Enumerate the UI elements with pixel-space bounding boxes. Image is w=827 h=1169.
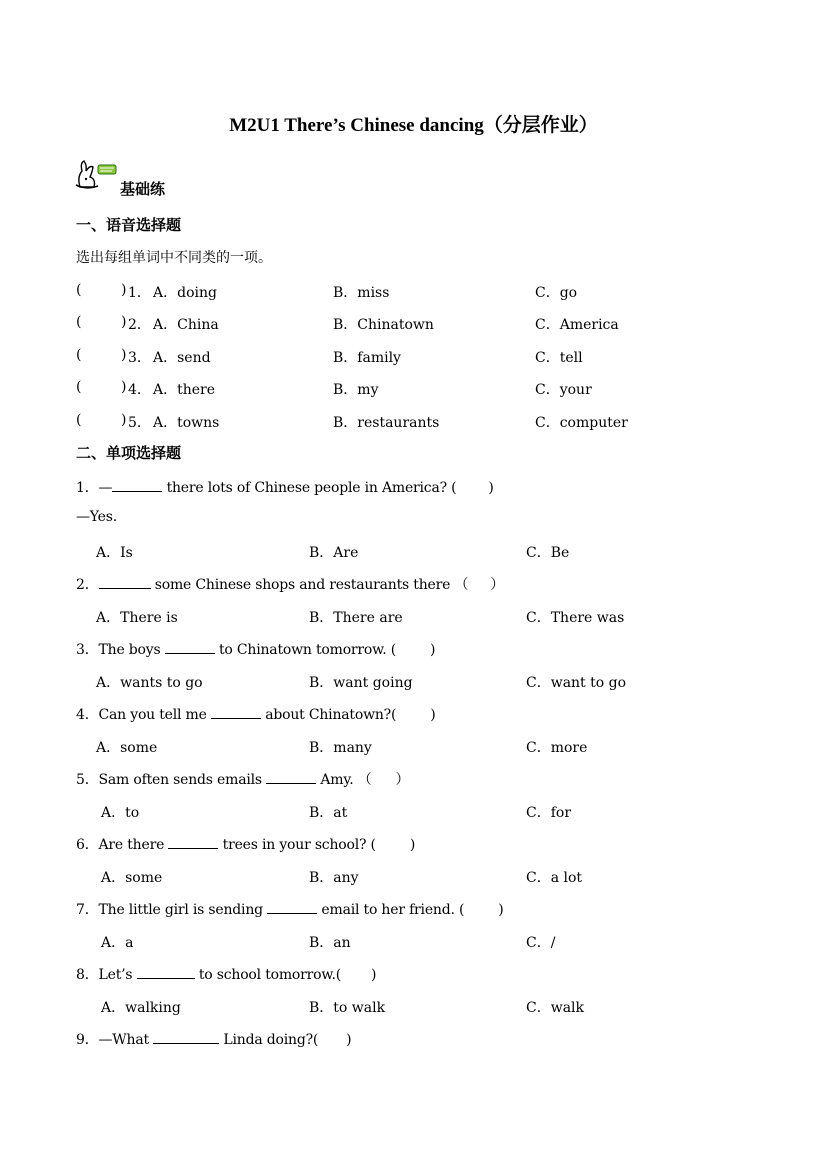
answer-blank[interactable] (267, 901, 317, 914)
choice-row (0, 737, 827, 757)
option-b[interactable]: B．Chinatown (333, 317, 434, 333)
option-b[interactable]: B．restaurants (333, 415, 440, 431)
answer-blank[interactable] (99, 576, 151, 589)
choice-row (0, 542, 827, 562)
option-a[interactable]: A．some (101, 870, 163, 886)
option-c[interactable]: C．There was (526, 610, 625, 626)
option-a[interactable]: A．There is (96, 610, 178, 626)
option-c[interactable]: C．walk (526, 1000, 585, 1016)
option-b[interactable]: B．There are (309, 610, 403, 626)
rabbit-badge-icon (74, 157, 120, 191)
option-a[interactable]: A．towns (153, 415, 220, 431)
section-heading: 二、单项选择题 (76, 444, 182, 462)
option-a[interactable]: A．doing (153, 285, 217, 301)
option-a[interactable]: A．send (153, 350, 211, 366)
answer-blank[interactable] (168, 836, 218, 849)
option-c[interactable]: C．go (535, 285, 578, 301)
phonics-question: ( ) 5． A．towns B．restaurants C．computer (76, 412, 628, 431)
option-b[interactable]: B．family (333, 350, 401, 366)
option-b[interactable]: B．want going (309, 675, 413, 691)
choice-row (0, 997, 827, 1017)
choice-row (0, 802, 827, 822)
option-c[interactable]: C．your (535, 382, 592, 398)
answer-blank[interactable] (165, 641, 215, 654)
option-c[interactable]: C．tell (535, 350, 583, 366)
phonics-question: ( ) 2． A．China B．Chinatown C．America (76, 314, 619, 333)
option-a[interactable]: A．some (96, 740, 158, 756)
question-stem: 2． some Chinese shops and restaurants there （ ） (76, 577, 505, 593)
option-c[interactable]: C．more (526, 740, 588, 756)
phonics-question: ( ) 1． A．doing B．miss C．go (76, 282, 578, 301)
choice-row (0, 932, 827, 952)
option-c[interactable]: C．computer (535, 415, 628, 431)
option-b[interactable]: B．miss (333, 285, 390, 301)
option-a[interactable]: A．to (101, 805, 140, 821)
option-c[interactable]: C．Be (526, 545, 570, 561)
answer-blank[interactable] (211, 706, 261, 719)
question-stem: 5．Sam often sends emails Amy. （ ） (76, 772, 410, 788)
phonics-question: ( ) 4． A．there B．my C．your (76, 379, 592, 398)
option-c[interactable]: C．want to go (526, 675, 627, 691)
option-c[interactable]: C．a lot (526, 870, 583, 886)
question-stem: 9．—What Linda doing?( ) (76, 1032, 352, 1048)
option-b[interactable]: B．many (309, 740, 372, 756)
option-a[interactable]: A．wants to go (96, 675, 203, 691)
question-stem: 4．Can you tell me about Chinatown?( ) (76, 707, 436, 723)
question-stem: 6．Are there trees in your school? ( ) (76, 837, 416, 853)
question-stem: 7．The little girl is sending email to her friend. ( ) (76, 902, 504, 918)
answer-blank[interactable] (112, 479, 162, 492)
answer-blank[interactable] (153, 1031, 219, 1044)
option-c[interactable]: C．America (535, 317, 619, 333)
question-stem: 1．— there lots of Chinese people in America? ( ) (76, 480, 494, 496)
choice-row (0, 607, 827, 627)
option-b[interactable]: B．Are (309, 545, 359, 561)
level-label: 基础练 (120, 180, 166, 198)
choice-row (0, 867, 827, 887)
page-title: M2U1 There’s Chinese dancing（分层作业） (229, 115, 598, 136)
option-a[interactable]: A．a (101, 935, 134, 951)
option-c[interactable]: C．/ (526, 935, 556, 951)
answer-blank[interactable] (266, 771, 316, 784)
choice-row (0, 672, 827, 692)
question-stem: 3．The boys to Chinatown tomorrow. ( ) (76, 642, 436, 658)
option-a[interactable]: A．there (153, 382, 216, 398)
option-b[interactable]: B．at (309, 805, 348, 821)
question-stem: 8．Let’s to school tomorrow.( ) (76, 967, 377, 983)
option-a[interactable]: A．Is (96, 545, 133, 561)
option-b[interactable]: B．any (309, 870, 359, 886)
answer-blank[interactable] (137, 966, 195, 979)
option-b[interactable]: B．to walk (309, 1000, 386, 1016)
option-b[interactable]: B．my (333, 382, 379, 398)
question-response: —Yes. (76, 509, 117, 525)
instruction-text: 选出每组单词中不同类的一项。 (76, 250, 272, 266)
section-heading: 一、语音选择题 (76, 216, 182, 234)
option-c[interactable]: C．for (526, 805, 572, 821)
phonics-question: ( ) 3． A．send B．family C．tell (76, 347, 583, 366)
option-a[interactable]: A．walking (101, 1000, 181, 1016)
option-a[interactable]: A．China (153, 317, 219, 333)
option-b[interactable]: B．an (309, 935, 351, 951)
